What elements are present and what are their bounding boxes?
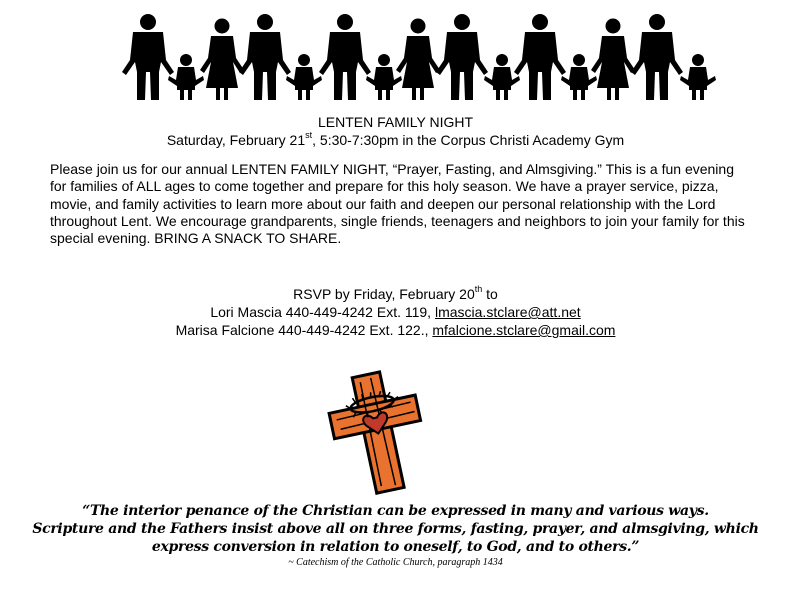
event-date: Saturday, February 21 xyxy=(166,132,306,148)
date-ordinal: st xyxy=(305,130,313,141)
cross-icon xyxy=(326,368,426,496)
email-link-lori[interactable]: lmascia.stclare@att.net xyxy=(434,304,581,320)
family-silhouette-banner xyxy=(120,10,720,102)
event-description: Please join us for our annual LENTEN FAMILY NIGHT, “Prayer, Fasting, and Almsgiving.” This is a fun evening for families of ALL ages to come together and prepare for this holy season. We have a prayer service, pizza, movie, and family activities to learn more about our faith and deepen our personal relationship with the Lord throughout Lent. We encourage grandparents, single friends, teenagers and neighbors to join your family for this special evening. BRING A SNACK TO SHARE. xyxy=(50,161,745,247)
quote-line-3: express conversion in relation to oneself, to God, and to others.” xyxy=(151,539,640,555)
event-date-location xyxy=(0,131,791,149)
event-title: LENTEN FAMILY NIGHT xyxy=(317,114,474,130)
contact-marisa xyxy=(0,321,791,339)
quote-line-1: “The interior penance of the Christian can be expressed in many and various ways. xyxy=(82,503,709,519)
rsvp-date: RSVP by Friday, February 20 xyxy=(293,286,475,302)
contact-lori xyxy=(0,303,791,321)
catechism-quote xyxy=(20,502,771,556)
event-time-location: , 5:30-7:30pm in the Corpus Christi Academy Gym xyxy=(312,132,625,148)
rsvp-to: to xyxy=(482,286,498,302)
rsvp-ordinal: th xyxy=(474,284,483,295)
quote-attribution: ~ Catechism of the Catholic Church, paragraph 1434 xyxy=(288,557,503,568)
email-link-marisa[interactable]: mfalcione.stclare@gmail.com xyxy=(432,322,616,338)
rsvp-block xyxy=(0,285,791,339)
contact-lori-phone: Lori Mascia 440-449-4242 Ext. 119, xyxy=(210,304,435,320)
rsvp-deadline xyxy=(0,285,791,303)
contact-marisa-phone: Marisa Falcione 440-449-4242 Ext. 122., xyxy=(175,322,433,338)
quote-line-2: Scripture and the Fathers insist above all on three forms, fasting, prayer, and almsgiving, which xyxy=(32,521,759,537)
